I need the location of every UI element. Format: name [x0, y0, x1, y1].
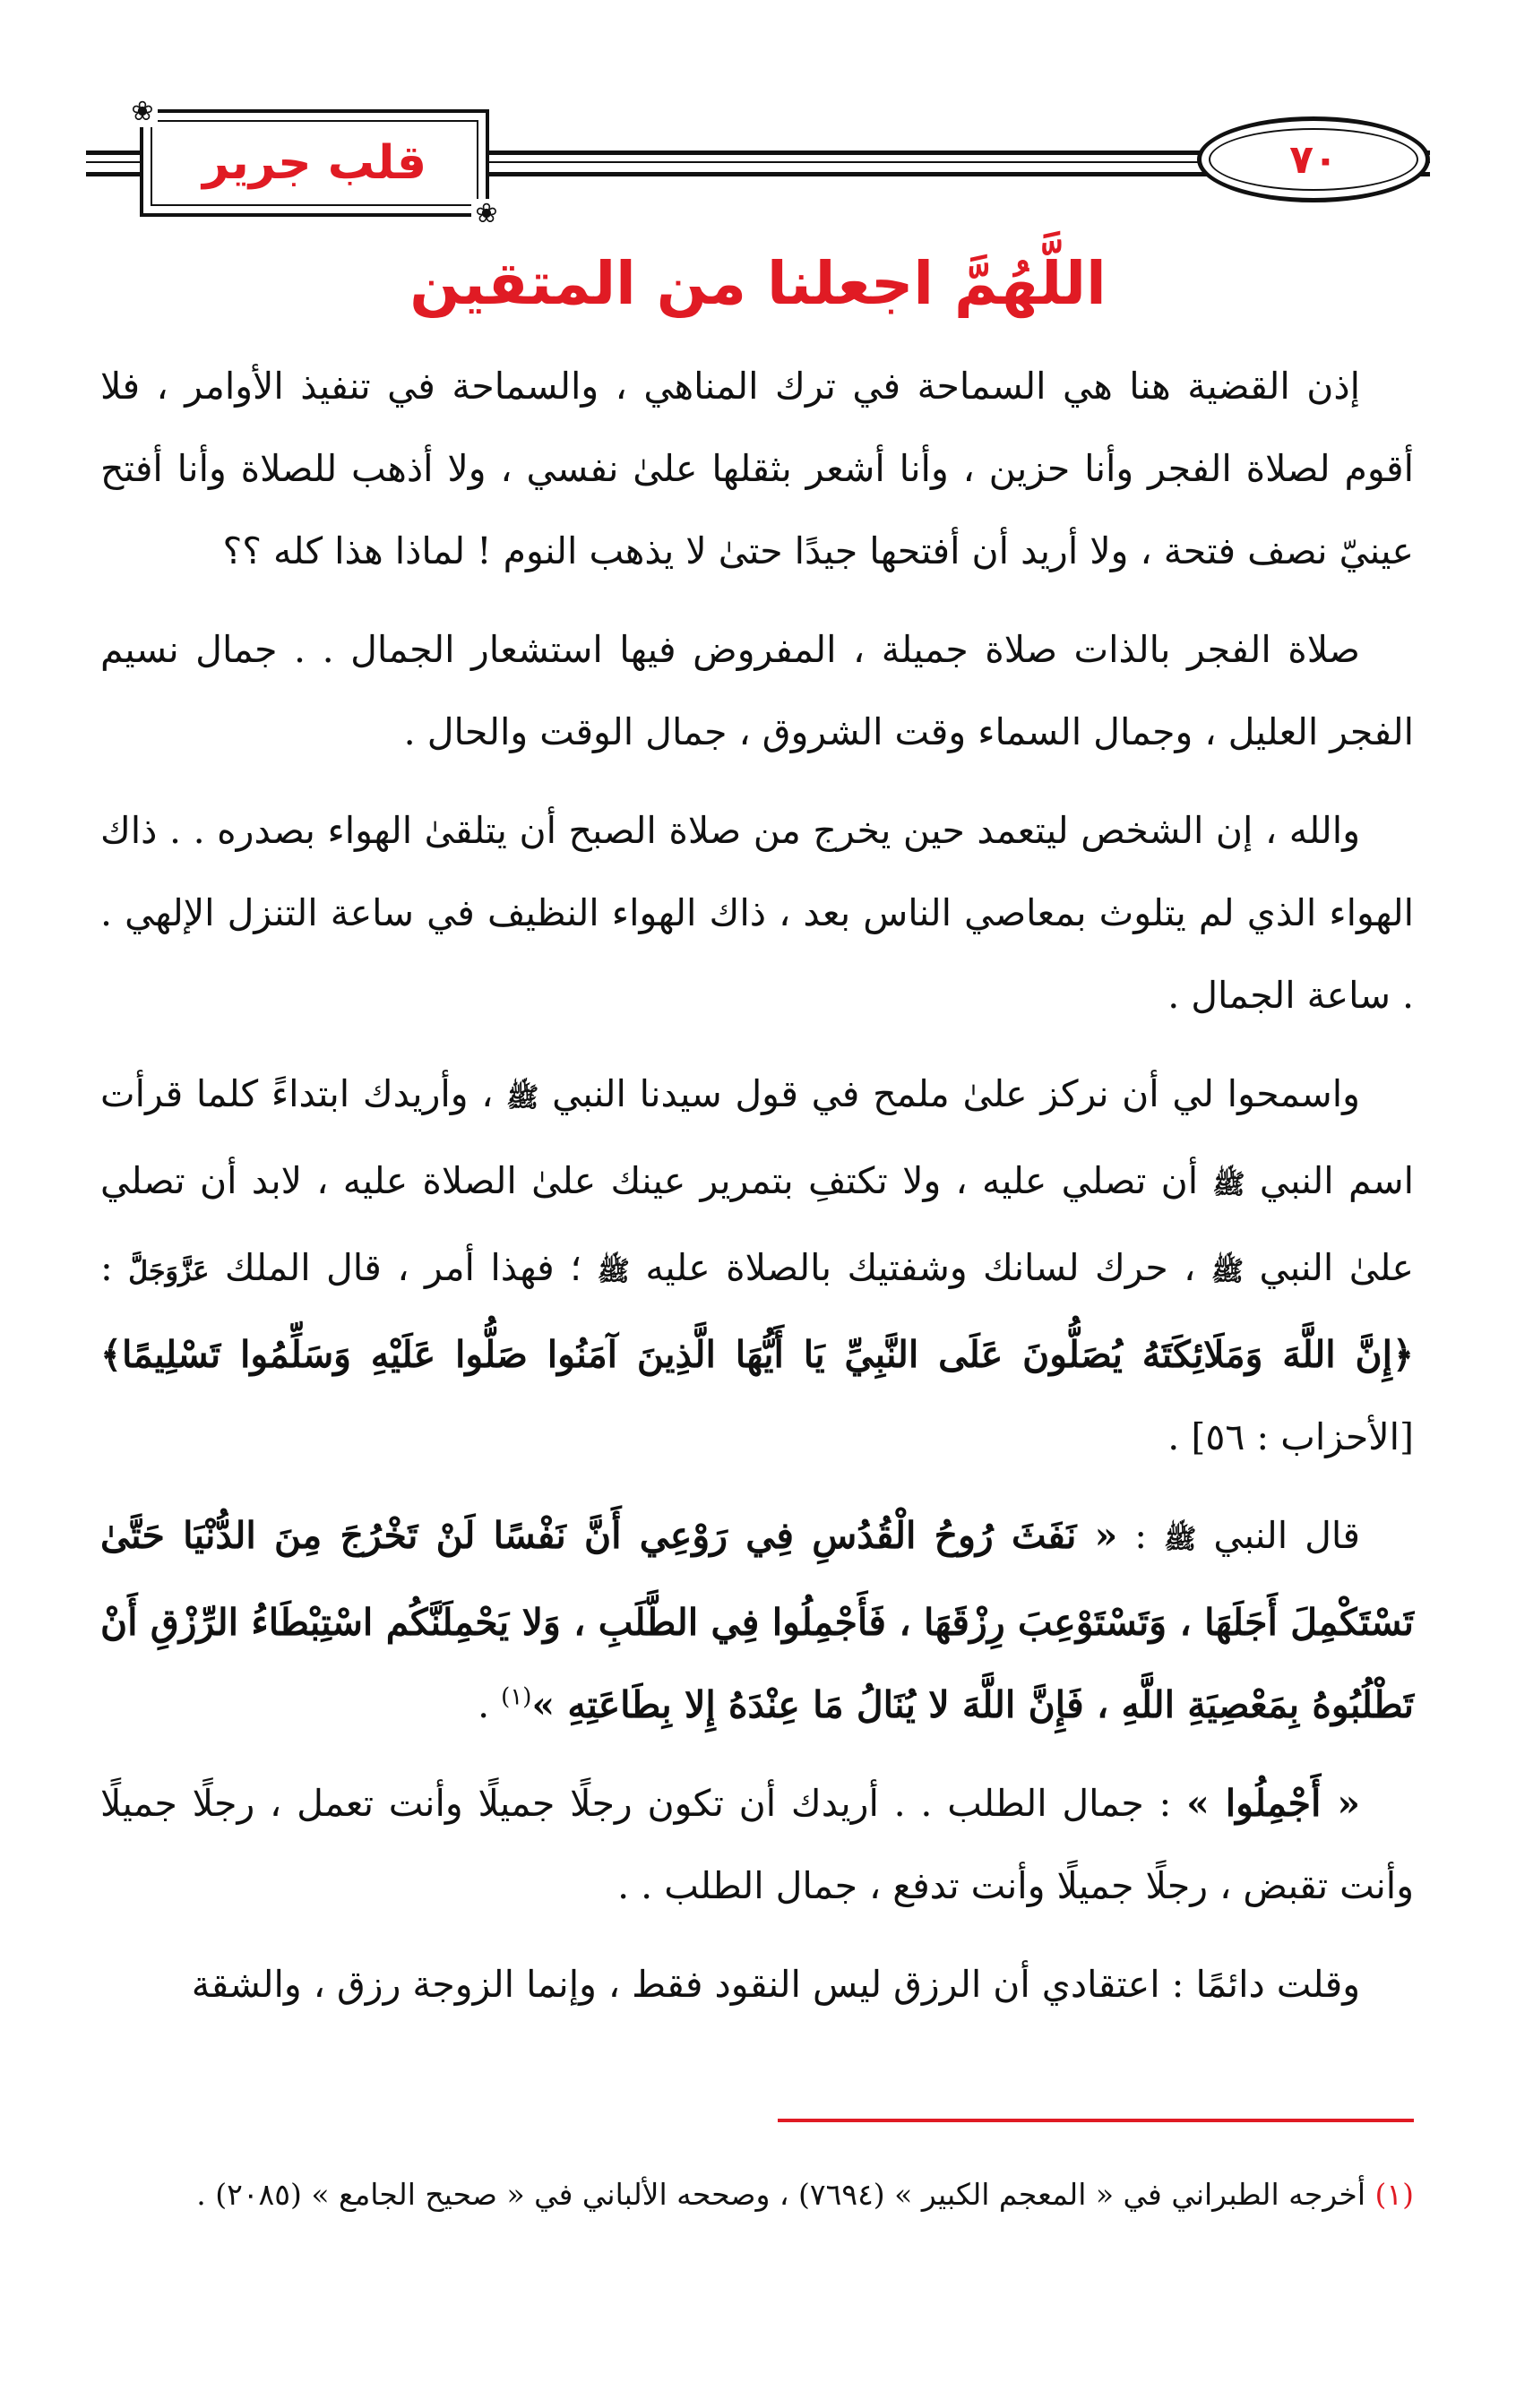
text-span: ، وأريدك ابتداءً كلما قرأت اسم النبي: [100, 1072, 1414, 1202]
page-header: [86, 96, 1430, 229]
verse-reference: [الأحزاب : ٥٦] .: [1167, 1415, 1414, 1458]
salla-honorific: ﷺ: [506, 1082, 539, 1114]
ornament-icon: ❀: [127, 97, 158, 127]
paragraph: والله ، إن الشخص ليتعمد حين يخرج من صلاة الصبح أن يتلقىٰ الهواء بصدره . . ذاك الهواء الذي لم يتلوث بمعاصي الناس بعد ، ذاك الهواء النظيف في ساعة التنزل الإلهي . . ساعة الجمال .: [100, 809, 1414, 1017]
book-title-frame: [131, 96, 498, 229]
salla-honorific: ﷺ: [1164, 1524, 1197, 1555]
text-span: ، حرك لسانك وشفتيك بالصلاة عليه: [645, 1246, 1196, 1289]
main-text: [100, 345, 1414, 2042]
footnote-divider: [778, 2119, 1414, 2122]
footnote: [100, 2172, 1414, 2217]
footnote-text: أخرجه الطبراني في « المعجم الكبير » (٧٦٩٤) ، وصححه الألباني في « صحيح الجامع » (٢٠٨٥) .: [196, 2177, 1366, 2212]
paragraph: [100, 1053, 1414, 1478]
azza-honorific: عَزَّوَجَلَّ: [128, 1256, 210, 1287]
defined-term: « أَجْمِلُوا »: [1186, 1782, 1360, 1825]
paragraph: وقلت دائمًا : اعتقادي أن الرزق ليس النقود فقط ، وإنما الزوجة رزق ، والشقة: [191, 1963, 1360, 2006]
text-span: أن تصلي عليه ، ولا تكتفِ بتمرير عينك علىٰ الصلاة عليه ، لابد أن تصلي علىٰ النبي: [100, 1159, 1414, 1289]
page-number-frame: [1197, 116, 1430, 202]
text-span: ؛ فهذا أمر ، قال الملك: [224, 1246, 582, 1289]
book-title: قلب جرير: [202, 136, 427, 190]
quran-verse: ﴿إِنَّ اللَّهَ وَمَلَائِكَتَهُ يُصَلُّونَ عَلَى النَّبِيِّ يَا أَيُّهَا الَّذِينَ آمَنُوا صَلُّوا عَلَيْهِ وَسَلِّمُوا تَسْلِيمًا﴾: [100, 1333, 1414, 1376]
section-title: اللَّهُمَّ اجعلنا من المتقين: [409, 249, 1107, 318]
salla-honorific: ﷺ: [597, 1256, 630, 1287]
text-span: :: [1134, 1514, 1148, 1557]
paragraph: [100, 1494, 1414, 1746]
footnote-ref: (١): [501, 1683, 532, 1711]
hadith-text: « نَفَثَ رُوحُ الْقُدُسِ فِي رَوْعِي أَنَّ نَفْسًا لَنْ تَخْرُجَ مِنَ الدُّنْيَا حَتَّىٰ تَسْتَكْمِلَ أَجَلَهَا ، وَتَسْتَوْعِبَ رِزْقَهَا ، فَأَجْمِلُوا فِي الطَّلَبِ ، وَلا يَحْمِلَنَّكُم اسْتِبْطَاءُ الرِّزْقِ أَنْ تَطْلُبُوهُ بِمَعْصِيَةِ اللَّهِ ، فَإِنَّ اللَّهَ لا يُنَالُ مَا عِنْدَهُ إِلا بِطَاعَتِهِ »: [100, 1514, 1414, 1726]
text-span: واسمحوا لي أن نركز علىٰ ملمح في قول سيدنا النبي: [552, 1072, 1360, 1115]
text-span: .: [478, 1683, 490, 1726]
text-span: :: [100, 1246, 113, 1289]
footnote-mark: (١): [1374, 2177, 1414, 2212]
paragraph: إذن القضية هنا هي السماحة في ترك المناهي ، والسماحة في تنفيذ الأوامر ، فلا أقوم لصلاة الفجر وأنا حزين ، وأنا أشعر بثقلها علىٰ نفسي ، ولا أذهب للصلاة وأنا أفتح عينيّ نصف فتحة ، ولا أريد أن أفتحها جيدًا حتىٰ لا يذهب النوم ! لماذا هذا كله ؟؟: [100, 365, 1414, 572]
paragraph: [100, 1762, 1414, 1927]
paragraph: صلاة الفجر بالذات صلاة جميلة ، المفروض فيها استشعار الجمال . . جمال نسيم الفجر العليل ، وجمال السماء وقت الشروق ، جمال الوقت والحال .: [100, 628, 1414, 753]
page-number: ٧٠: [1289, 136, 1338, 183]
ornament-icon: ❀: [471, 199, 502, 229]
salla-honorific: ﷺ: [1210, 1256, 1245, 1287]
text-span: : جمال الطلب . . أريدك أن تكون رجلًا جميلًا وأنت تعمل ، رجلًا جميلًا وأنت تقبض ، رجلًا جميلًا وأنت تدفع ، جمال الطلب . .: [100, 1782, 1414, 1907]
salla-honorific: ﷺ: [1212, 1169, 1245, 1200]
text-span: قال النبي: [1213, 1514, 1360, 1557]
